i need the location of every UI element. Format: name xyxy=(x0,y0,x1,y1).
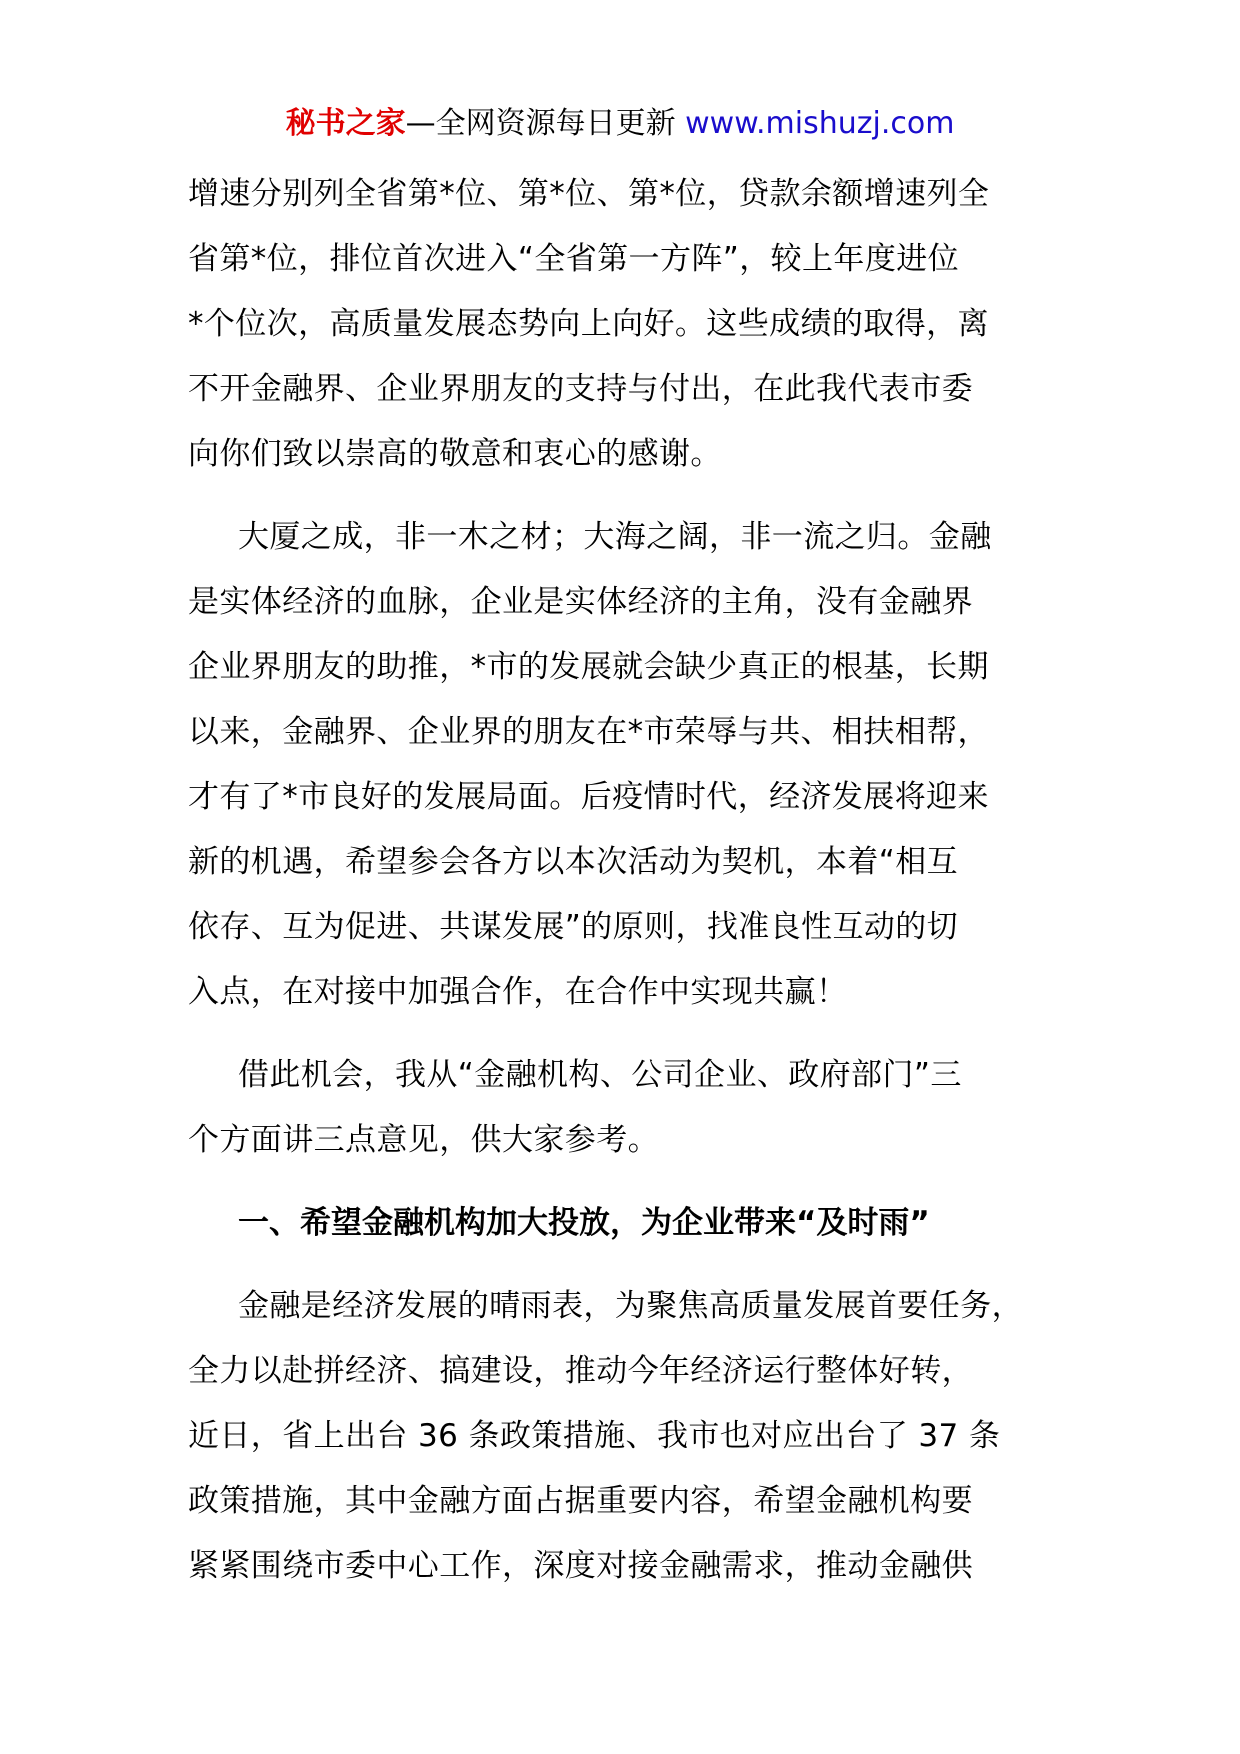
text-line: 才有了*市良好的发展局面。后疫情时代，经济发展将迎来 xyxy=(188,779,989,815)
text-line: 以来，金融界、企业界的朋友在*市荣辱与共、相扶相帮， xyxy=(188,714,989,750)
text-line: 是实体经济的血脉，企业是实体经济的主角，没有金融界 xyxy=(188,584,973,620)
text-line: 紧紧围绕市委中心工作，深度对接金融需求，推动金融供 xyxy=(188,1548,973,1584)
text-line: *个位次，高质量发展态势向上向好。这些成绩的取得，离 xyxy=(188,306,989,342)
text-line: 借此机会，我从“金融机构、公司企业、政府部门”三 xyxy=(238,1057,962,1093)
site-url-link[interactable]: www.mishuzj.com xyxy=(685,106,955,141)
text-line: 全力以赴拼经济、搞建设，推动今年经济运行整体好转， xyxy=(188,1353,973,1389)
paragraph-1 xyxy=(188,162,1068,487)
text-line: 省第*位，排位首次进入“全省第一方阵”，较上年度进位 xyxy=(188,241,960,277)
site-tagline: —全网资源每日更新 xyxy=(405,106,686,141)
document-body xyxy=(188,162,1068,1617)
text-line: 增速分别列全省第*位、第*位、第*位，贷款余额增速列全 xyxy=(188,176,990,212)
text-line: 个方面讲三点意见，供大家参考。 xyxy=(188,1122,659,1158)
text-line: 向你们致以崇高的敬意和衷心的感谢。 xyxy=(188,436,722,472)
text-line: 入点，在对接中加强合作，在合作中实现共赢！ xyxy=(188,974,848,1010)
text-line: 近日，省上出台 36 条政策措施、我市也对应出台了 37 条 xyxy=(188,1418,1001,1454)
text-line: 大厦之成，非一木之材；大海之阔，非一流之归。金融 xyxy=(238,519,992,555)
text-line: 企业界朋友的助推，*市的发展就会缺少真正的根基，长期 xyxy=(188,649,989,685)
paragraph-2 xyxy=(188,505,1068,1025)
paragraph-3 xyxy=(188,1043,1068,1173)
text-line: 新的机遇，希望参会各方以本次活动为契机，本着“相互 xyxy=(188,844,959,880)
text-line: 不开金融界、企业界朋友的支持与付出，在此我代表市委 xyxy=(188,371,973,407)
site-header xyxy=(0,102,1240,146)
paragraph-4 xyxy=(188,1274,1068,1599)
site-brand: 秘书之家 xyxy=(285,106,406,141)
text-line: 政策措施，其中金融方面占据重要内容，希望金融机构要 xyxy=(188,1483,973,1519)
section-heading: 一、希望金融机构加大投放，为企业带来“及时雨” xyxy=(238,1205,930,1241)
text-line: 依存、互为促进、共谋发展”的原则，找准良性互动的切 xyxy=(188,909,959,945)
text-line: 金融是经济发展的晴雨表，为聚焦高质量发展首要任务， xyxy=(238,1288,1023,1324)
